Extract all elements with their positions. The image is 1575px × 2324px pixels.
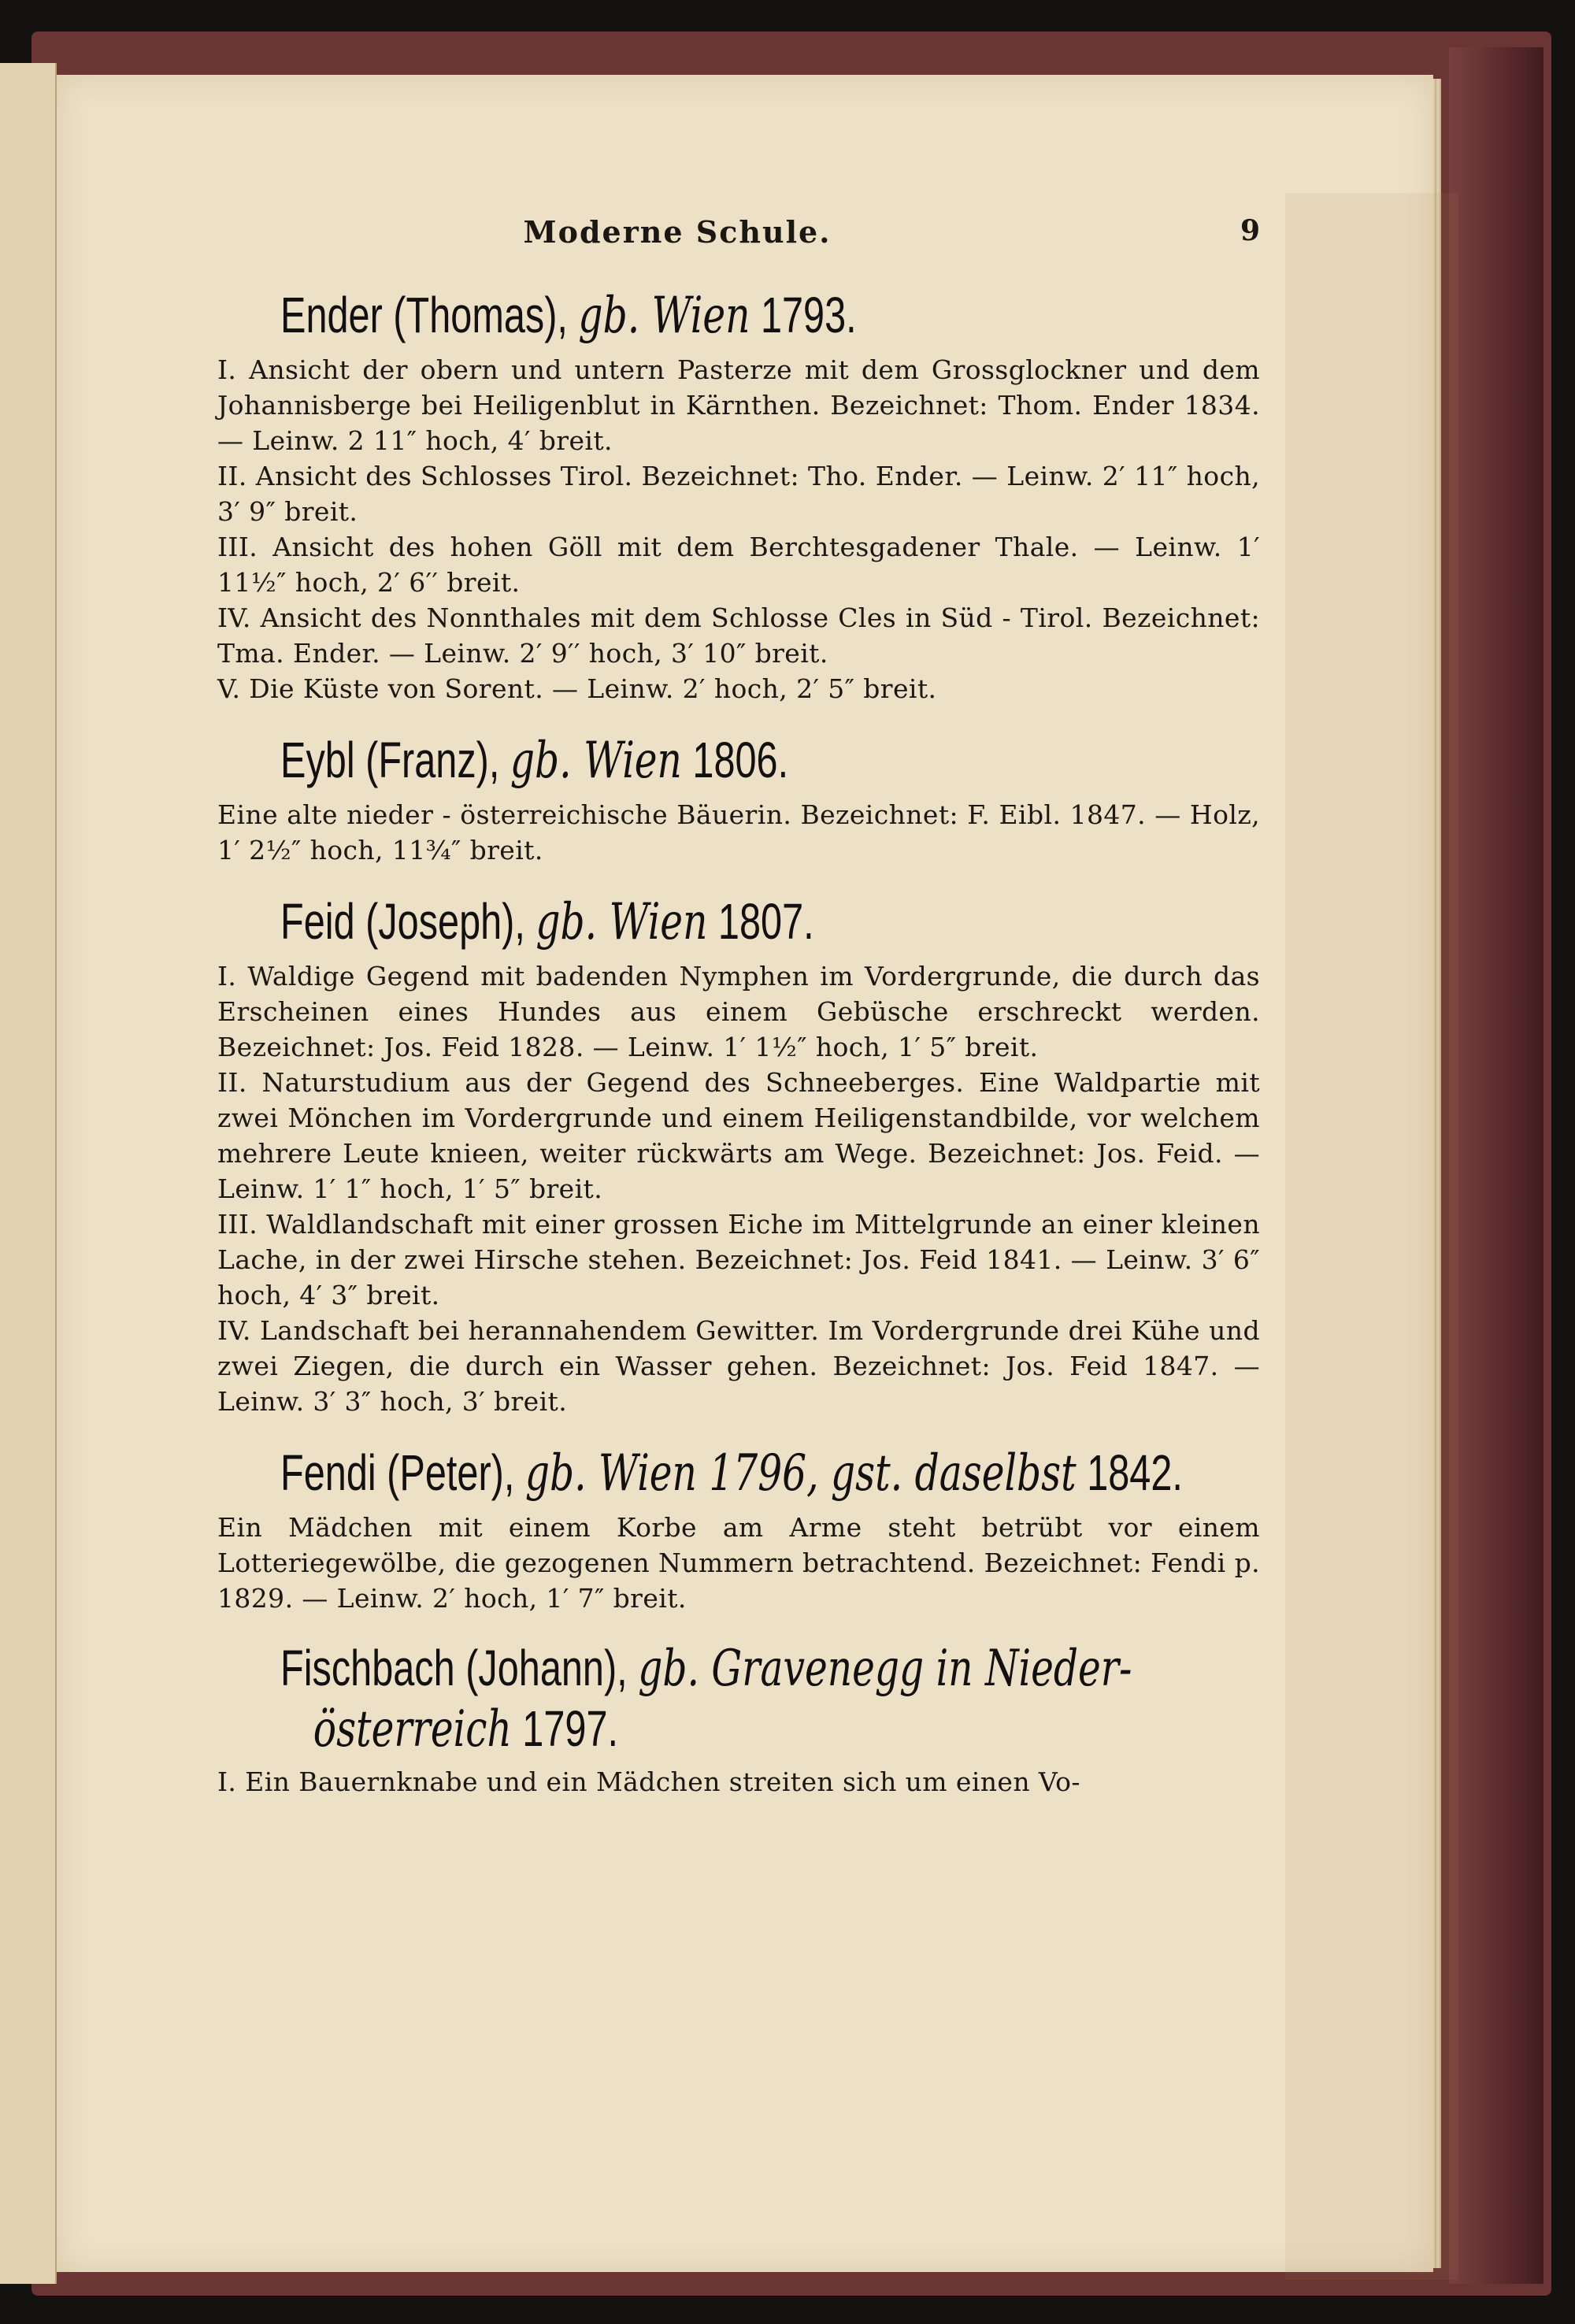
work-entry: I. Waldige Gegend mit badenden Nymphen im Vordergrunde, die durch das Erscheinen eines Hundes aus einem Gebüsche erschreckt werden. Bezeichnet: Jos. Feid 1828. — Leinw. 1′ 1½″ hoch, 1′ 5″ breit. bbox=[217, 961, 1260, 1062]
artist-birth: gb. Wien bbox=[578, 287, 750, 345]
work-entry: III. Ansicht des hohen Göll mit dem Berchtesgadener Thale. — Leinw. 1′ 11½″ hoch, 2′ 6′′ breit. bbox=[217, 532, 1260, 598]
artist-heading-ender bbox=[280, 284, 1326, 347]
work-entry: II. Ansicht des Schlosses Tirol. Bezeichnet: Tho. Ender. — Leinw. 2′ 11″ hoch, 3′ 9″ breit. bbox=[217, 461, 1260, 527]
artist-year: 1807. bbox=[717, 893, 814, 950]
artist-works-eybl bbox=[217, 797, 1260, 868]
artist-works-feid bbox=[217, 958, 1260, 1419]
artist-birth: gb. Wien bbox=[510, 732, 682, 790]
artist-works-ender bbox=[217, 352, 1260, 706]
book-cover-edge bbox=[1449, 47, 1544, 2284]
artist-year: 1797. bbox=[522, 1700, 619, 1757]
work-entry: Eine alte nieder - österreichische Bäuerin. Bezeichnet: F. Eibl. 1847. — Holz, 1′ 2½″ hoch, 11¾″ breit. bbox=[217, 799, 1260, 865]
artist-heading-fischbach bbox=[280, 1638, 1326, 1759]
work-entry: IV. Landschaft bei herannahendem Gewitter. Im Vordergrunde drei Kühe und zwei Ziegen, die durch ein Wasser gehen. Bezeichnet: Jos. Feid 1847. — Leinw. 3′ 3″ hoch, 3′ breit. bbox=[217, 1315, 1260, 1417]
artist-birth: gb. Gravenegg in Nieder- bbox=[638, 1640, 1132, 1698]
page-header bbox=[94, 214, 1260, 254]
work-entry: I. Ansicht der obern und untern Pasterze mit dem Grossglockner und dem Johannisberge bei Heiligenblut in Kärnthen. Bezeichnet: Thom. Ender 1834. — Leinw. 2 11″ hoch, 4′ breit. bbox=[217, 354, 1260, 456]
artist-works-fischbach bbox=[217, 1764, 1260, 1800]
work-entry: Ein Mädchen mit einem Korbe am Arme steht betrübt vor einem Lotteriegewölbe, die gezogenen Nummern betrachtend. Bezeichnet: Fendi p. 1829. — Leinw. 2′ hoch, 1′ 7″ breit. bbox=[217, 1512, 1260, 1614]
artist-birth-death: gb. Wien 1796, gst. daselbst bbox=[524, 1444, 1077, 1503]
page-content bbox=[217, 284, 1260, 1822]
work-entry: I. Ein Bauernknabe und ein Mädchen streiten sich um einen Vo- bbox=[217, 1766, 1080, 1797]
artist-heading-feid bbox=[280, 890, 1326, 954]
artist-name: Feid (Joseph), bbox=[280, 893, 525, 950]
running-head: Moderne Schule. bbox=[523, 214, 832, 250]
artist-heading-eybl bbox=[280, 728, 1326, 792]
paper-foxing bbox=[1285, 193, 1458, 2280]
artist-year: 1806. bbox=[692, 732, 789, 788]
work-entry: II. Naturstudium aus der Gegend des Schneeberges. Eine Waldpartie mit zwei Mönchen im Vordergrunde und einem Heiligenstandbilde, vor welchem mehrere Leute knieen, weiter rückwärts am Wege. Bezeichnet: Jos. Feid. — Leinw. 1′ 1″ hoch, 1′ 5″ breit. bbox=[217, 1067, 1260, 1204]
artist-name: Fischbach (Johann), bbox=[280, 1640, 628, 1696]
artist-heading-fendi bbox=[280, 1441, 1326, 1505]
artist-year: 1842. bbox=[1087, 1444, 1183, 1501]
artist-works-fendi bbox=[217, 1510, 1260, 1616]
artist-birth: gb. Wien bbox=[536, 893, 708, 951]
artist-name: Fendi (Peter), bbox=[280, 1444, 515, 1501]
artist-name: Ender (Thomas), bbox=[280, 287, 568, 343]
work-entry: V. Die Küste von Sorent. — Leinw. 2′ hoch, 2′ 5″ breit. bbox=[217, 673, 937, 704]
work-entry: IV. Ansicht des Nonnthales mit dem Schlosse Cles in Süd - Tirol. Bezeichnet: Tma. Ender. — Leinw. 2′ 9′′ hoch, 3′ 10″ breit. bbox=[217, 602, 1260, 669]
work-entry: III. Waldlandschaft mit einer grossen Eiche im Mittelgrunde an einer kleinen Lache, in der zwei Hirsche stehen. Bezeichnet: Jos. Feid 1841. — Leinw. 3′ 6″ hoch, 4′ 3″ breit. bbox=[217, 1209, 1260, 1310]
artist-birth-cont: österreich bbox=[313, 1700, 512, 1759]
facing-page-edge bbox=[0, 63, 57, 2284]
artist-year: 1793. bbox=[760, 287, 857, 343]
page-number: 9 bbox=[1240, 214, 1260, 247]
artist-name: Eybl (Franz), bbox=[280, 732, 500, 788]
